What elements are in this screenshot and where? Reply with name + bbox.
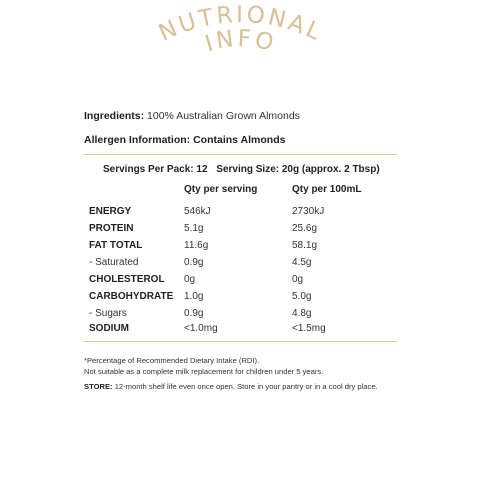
row-label: CARBOHYDRATE bbox=[89, 291, 174, 302]
store-note bbox=[84, 381, 394, 392]
row-label: - Sugars bbox=[89, 308, 127, 319]
table-row bbox=[0, 257, 480, 273]
allergen-line bbox=[84, 134, 285, 146]
row-per-serving: 546kJ bbox=[184, 206, 211, 217]
table-row bbox=[0, 291, 480, 307]
ingredients-label: Ingredients: bbox=[84, 110, 145, 122]
row-label: FAT TOTAL bbox=[89, 240, 143, 251]
table-row bbox=[0, 206, 480, 222]
row-per-100ml: 2730kJ bbox=[292, 206, 325, 217]
row-label: CHOLESTEROL bbox=[89, 274, 165, 285]
serving-size: Serving Size: 20g (approx. 2 Tbsp) bbox=[216, 164, 380, 175]
divider-top bbox=[84, 154, 397, 155]
store-label: STORE: bbox=[84, 382, 113, 391]
row-label: PROTEIN bbox=[89, 223, 134, 234]
rdi-note: *Percentage of Recommended Dietary Intake (RDI). bbox=[84, 356, 260, 365]
column-header-per-serving: Qty per serving bbox=[184, 184, 258, 195]
row-per-serving: <1.0mg bbox=[184, 323, 218, 334]
allergen-label: Allergen Information: bbox=[84, 134, 191, 146]
row-per-serving: 0.9g bbox=[184, 257, 204, 268]
row-per-100ml: 58.1g bbox=[292, 240, 318, 251]
row-label: SODIUM bbox=[89, 323, 129, 334]
row-label: - Saturated bbox=[89, 257, 139, 268]
table-row bbox=[0, 274, 480, 290]
row-per-serving: 0.9g bbox=[184, 308, 204, 319]
row-per-100ml: <1.5mg bbox=[292, 323, 326, 334]
title-line-2: INFO bbox=[202, 25, 279, 58]
row-per-serving: 1.0g bbox=[184, 291, 204, 302]
row-label: ENERGY bbox=[89, 206, 132, 217]
table-row bbox=[0, 308, 480, 324]
table-row bbox=[0, 240, 480, 256]
servings-line bbox=[103, 164, 386, 175]
divider-bottom bbox=[84, 341, 397, 342]
row-per-serving: 0g bbox=[184, 274, 196, 285]
allergen-value: Contains Almonds bbox=[193, 134, 286, 146]
row-per-serving: 11.6g bbox=[184, 240, 209, 251]
table-row bbox=[0, 223, 480, 239]
servings-per-pack: Servings Per Pack: 12 bbox=[103, 164, 208, 175]
ingredients-value: 100% Australian Grown Almonds bbox=[147, 110, 300, 122]
ingredients-line bbox=[84, 110, 300, 122]
title-line-1: NUTRIONAL bbox=[155, 1, 327, 47]
row-per-serving: 5.1g bbox=[184, 223, 204, 234]
row-per-100ml: 5.0g bbox=[292, 291, 312, 302]
row-per-100ml: 25.6g bbox=[292, 223, 318, 234]
milk-note: Not suitable as a complete milk replacement for children under 5 years. bbox=[84, 367, 324, 376]
row-per-100ml: 0g bbox=[292, 274, 304, 285]
table-row bbox=[0, 323, 480, 339]
title-arc bbox=[0, 0, 480, 80]
column-header-per-100ml: Qty per 100mL bbox=[292, 184, 362, 195]
row-per-100ml: 4.8g bbox=[292, 308, 312, 319]
store-text: 12-month shelf life even once open. Store in your pantry or in a cool dry place. bbox=[114, 382, 378, 391]
row-per-100ml: 4.5g bbox=[292, 257, 312, 268]
